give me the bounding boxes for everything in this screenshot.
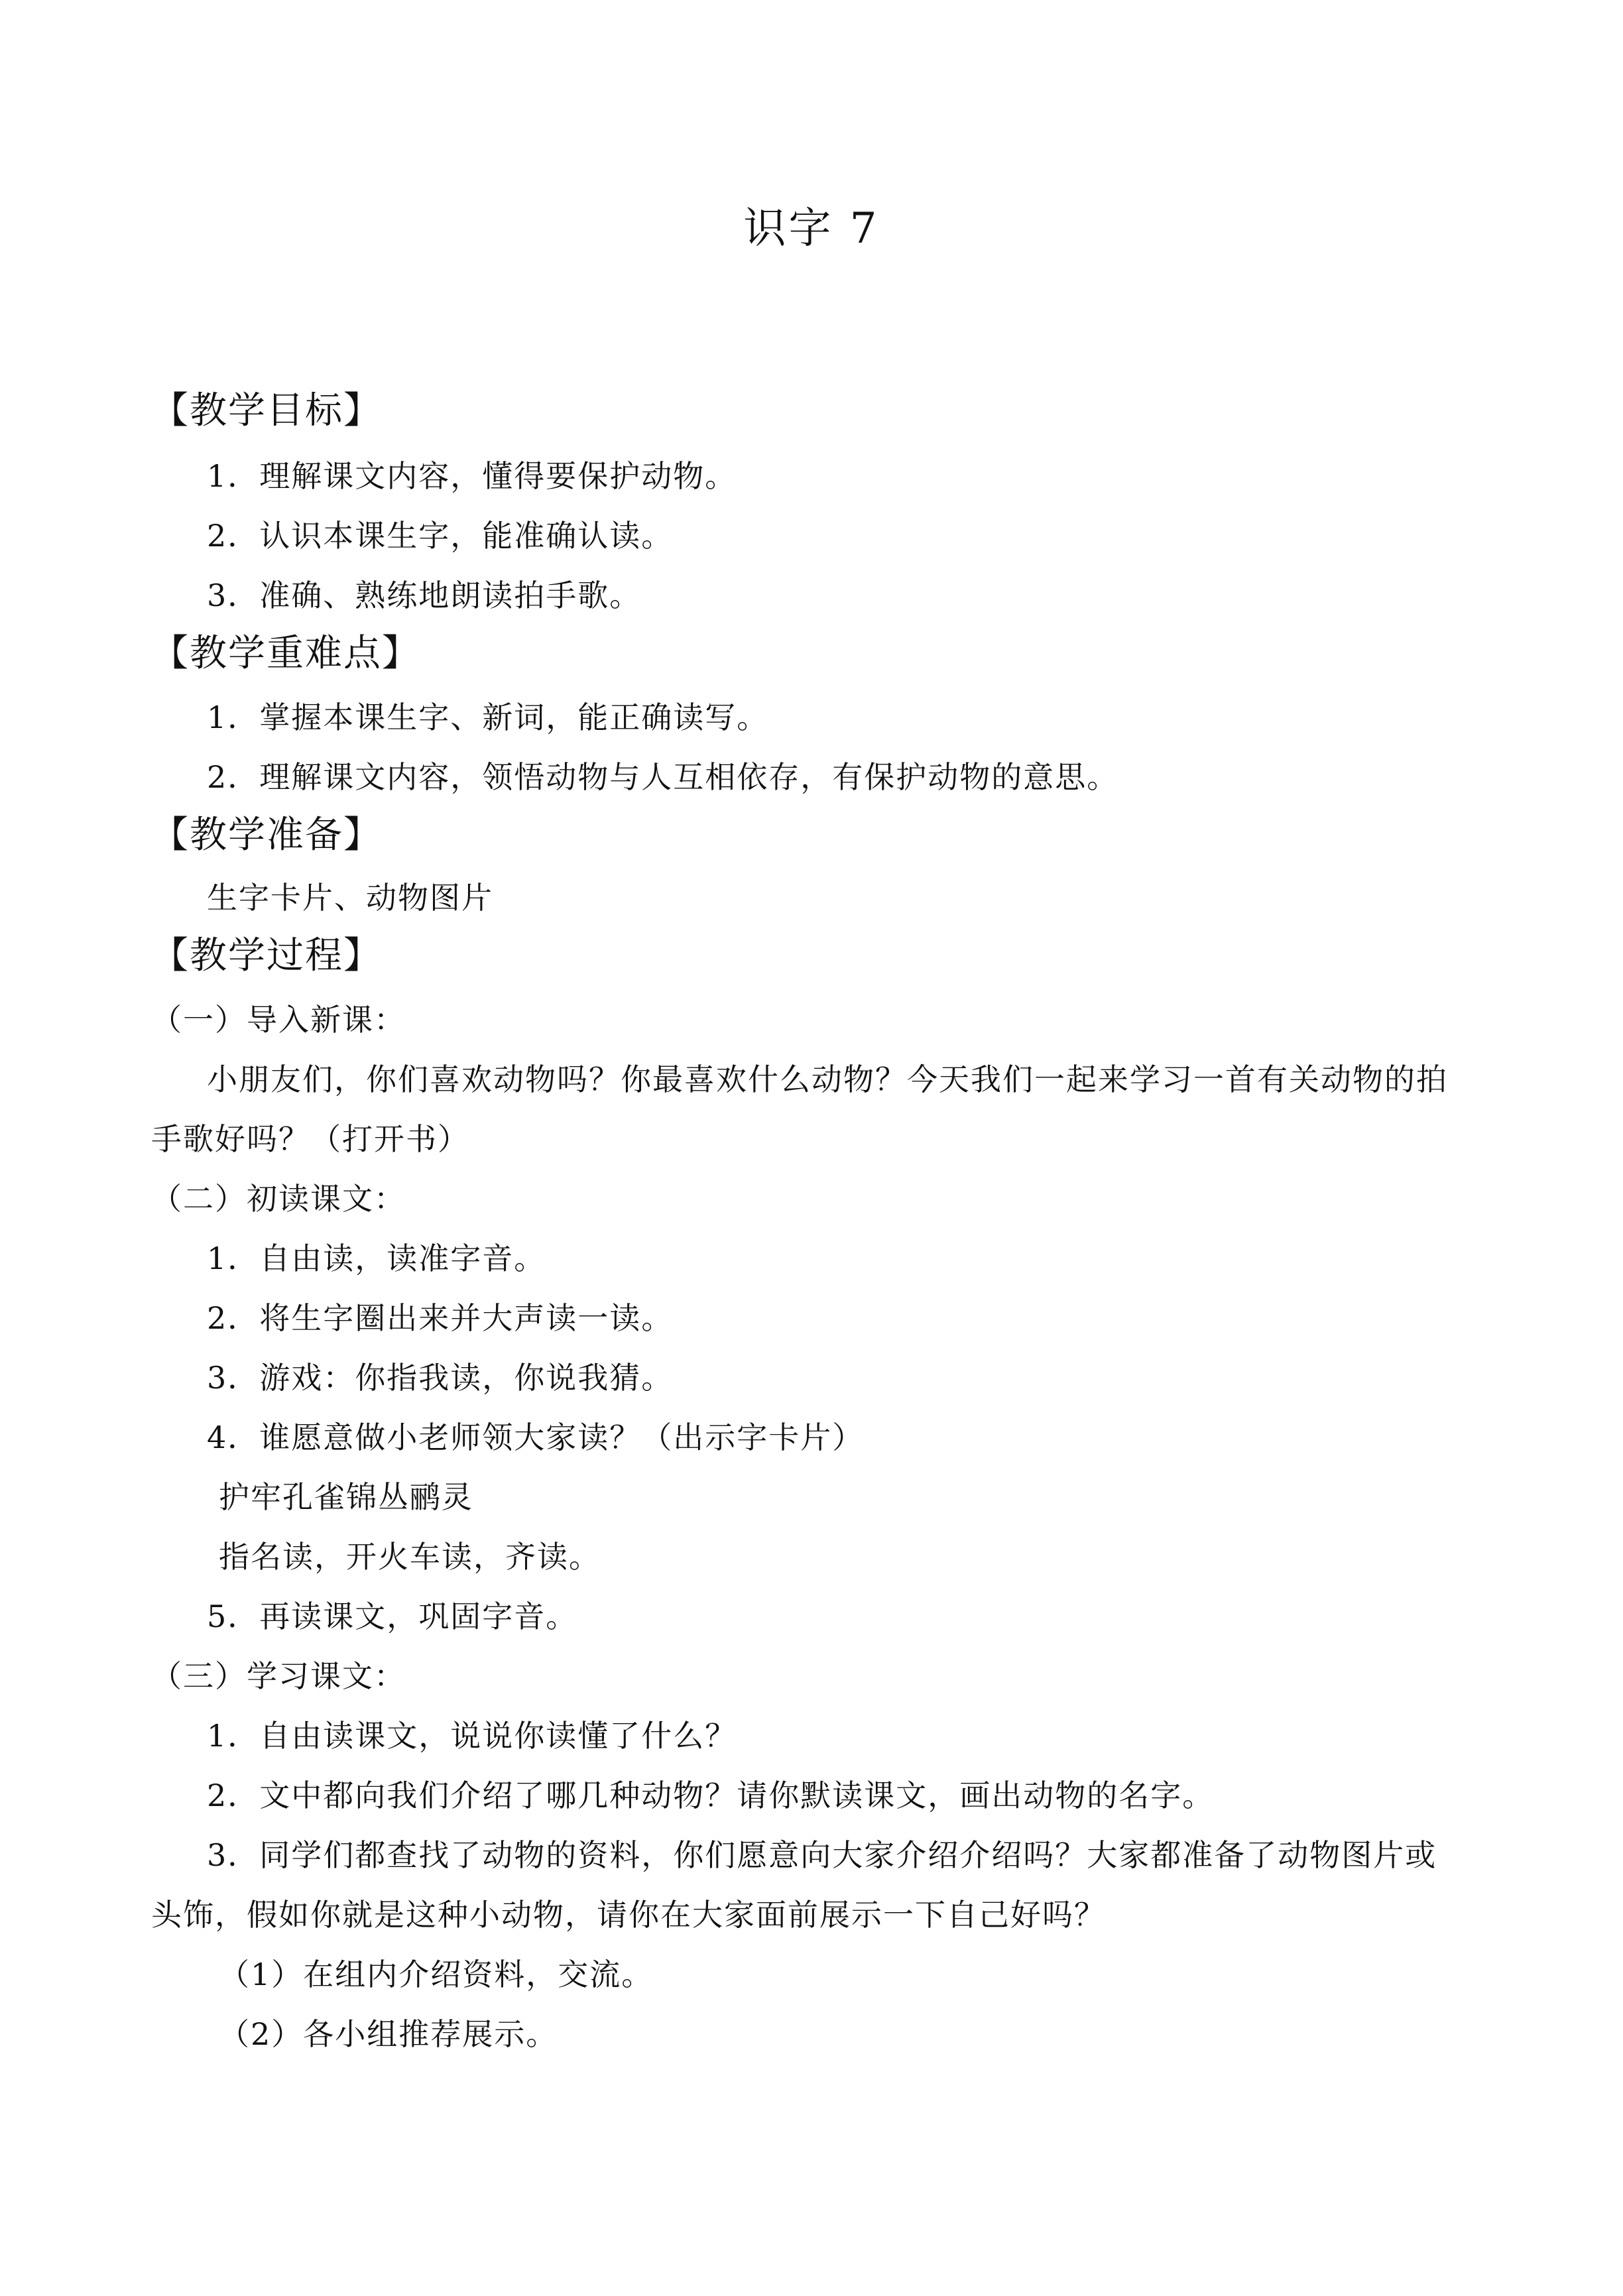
preparation-text: 生字卡片、动物图片 [207, 880, 493, 916]
reading-methods: 指名读，开火车读，齐读。 [219, 1539, 601, 1575]
key-point-item-1: 1．掌握本课生字、新词，能正确读写。 [207, 699, 769, 735]
section-heading-goals: 【教学目标】 [151, 389, 382, 432]
part3-sub-item-2: （2）各小组推荐展示。 [219, 2016, 558, 2052]
part2-item-3: 3．游戏：你指我读，你说我猜。 [207, 1360, 674, 1396]
section-heading-key-points: 【教学重难点】 [151, 632, 420, 675]
part2-label: （二）初读课文： [151, 1181, 406, 1217]
new-characters: 护牢孔雀锦丛鹂灵 [219, 1479, 473, 1515]
part2-item-5: 5．再读课文，巩固字音。 [207, 1599, 578, 1634]
page-title: 识字 7 [743, 204, 880, 253]
section-heading-process: 【教学过程】 [151, 934, 382, 977]
part1-label: （一）导入新课： [151, 1002, 406, 1038]
part2-item-1: 1．自由读，读准字音。 [207, 1240, 546, 1276]
part1-text-line1: 小朋友们，你们喜欢动物吗？你最喜欢什么动物？今天我们一起来学习一首有关动物的拍 [207, 1061, 1448, 1097]
key-point-item-2: 2．理解课文内容，领悟动物与人互相依存，有保护动物的意思。 [207, 759, 1119, 795]
part3-item-2: 2．文中都向我们介绍了哪几种动物？请你默读课文，画出动物的名字。 [207, 1778, 1215, 1813]
goal-item-1: 1．理解课文内容，懂得要保护动物。 [207, 458, 737, 494]
part1-text-line2: 手歌好吗？（打开书） [151, 1121, 469, 1157]
part3-item-1: 1．自由读课文，说说你读懂了什么？ [207, 1718, 737, 1754]
part3-label: （三）学习课文： [151, 1658, 406, 1694]
goal-item-3: 3．准确、熟练地朗读拍手歌。 [207, 577, 642, 613]
section-heading-preparation: 【教学准备】 [151, 814, 382, 857]
goal-item-2: 2．认识本课生字，能准确认读。 [207, 518, 674, 554]
part3-item-3-line1: 3．同学们都查找了动物的资料，你们愿意向大家介绍介绍吗？大家都准备了动物图片或 [207, 1837, 1437, 1873]
part2-item-2: 2．将生字圈出来并大声读一读。 [207, 1300, 674, 1336]
part2-item-4: 4．谁愿意做小老师领大家读？（出示字卡片） [207, 1420, 865, 1455]
part3-item-3-line2: 头饰，假如你就是这种小动物，请你在大家面前展示一下自己好吗？ [151, 1897, 1106, 1933]
part3-sub-item-1: （1）在组内介绍资料，交流。 [219, 1957, 654, 1992]
